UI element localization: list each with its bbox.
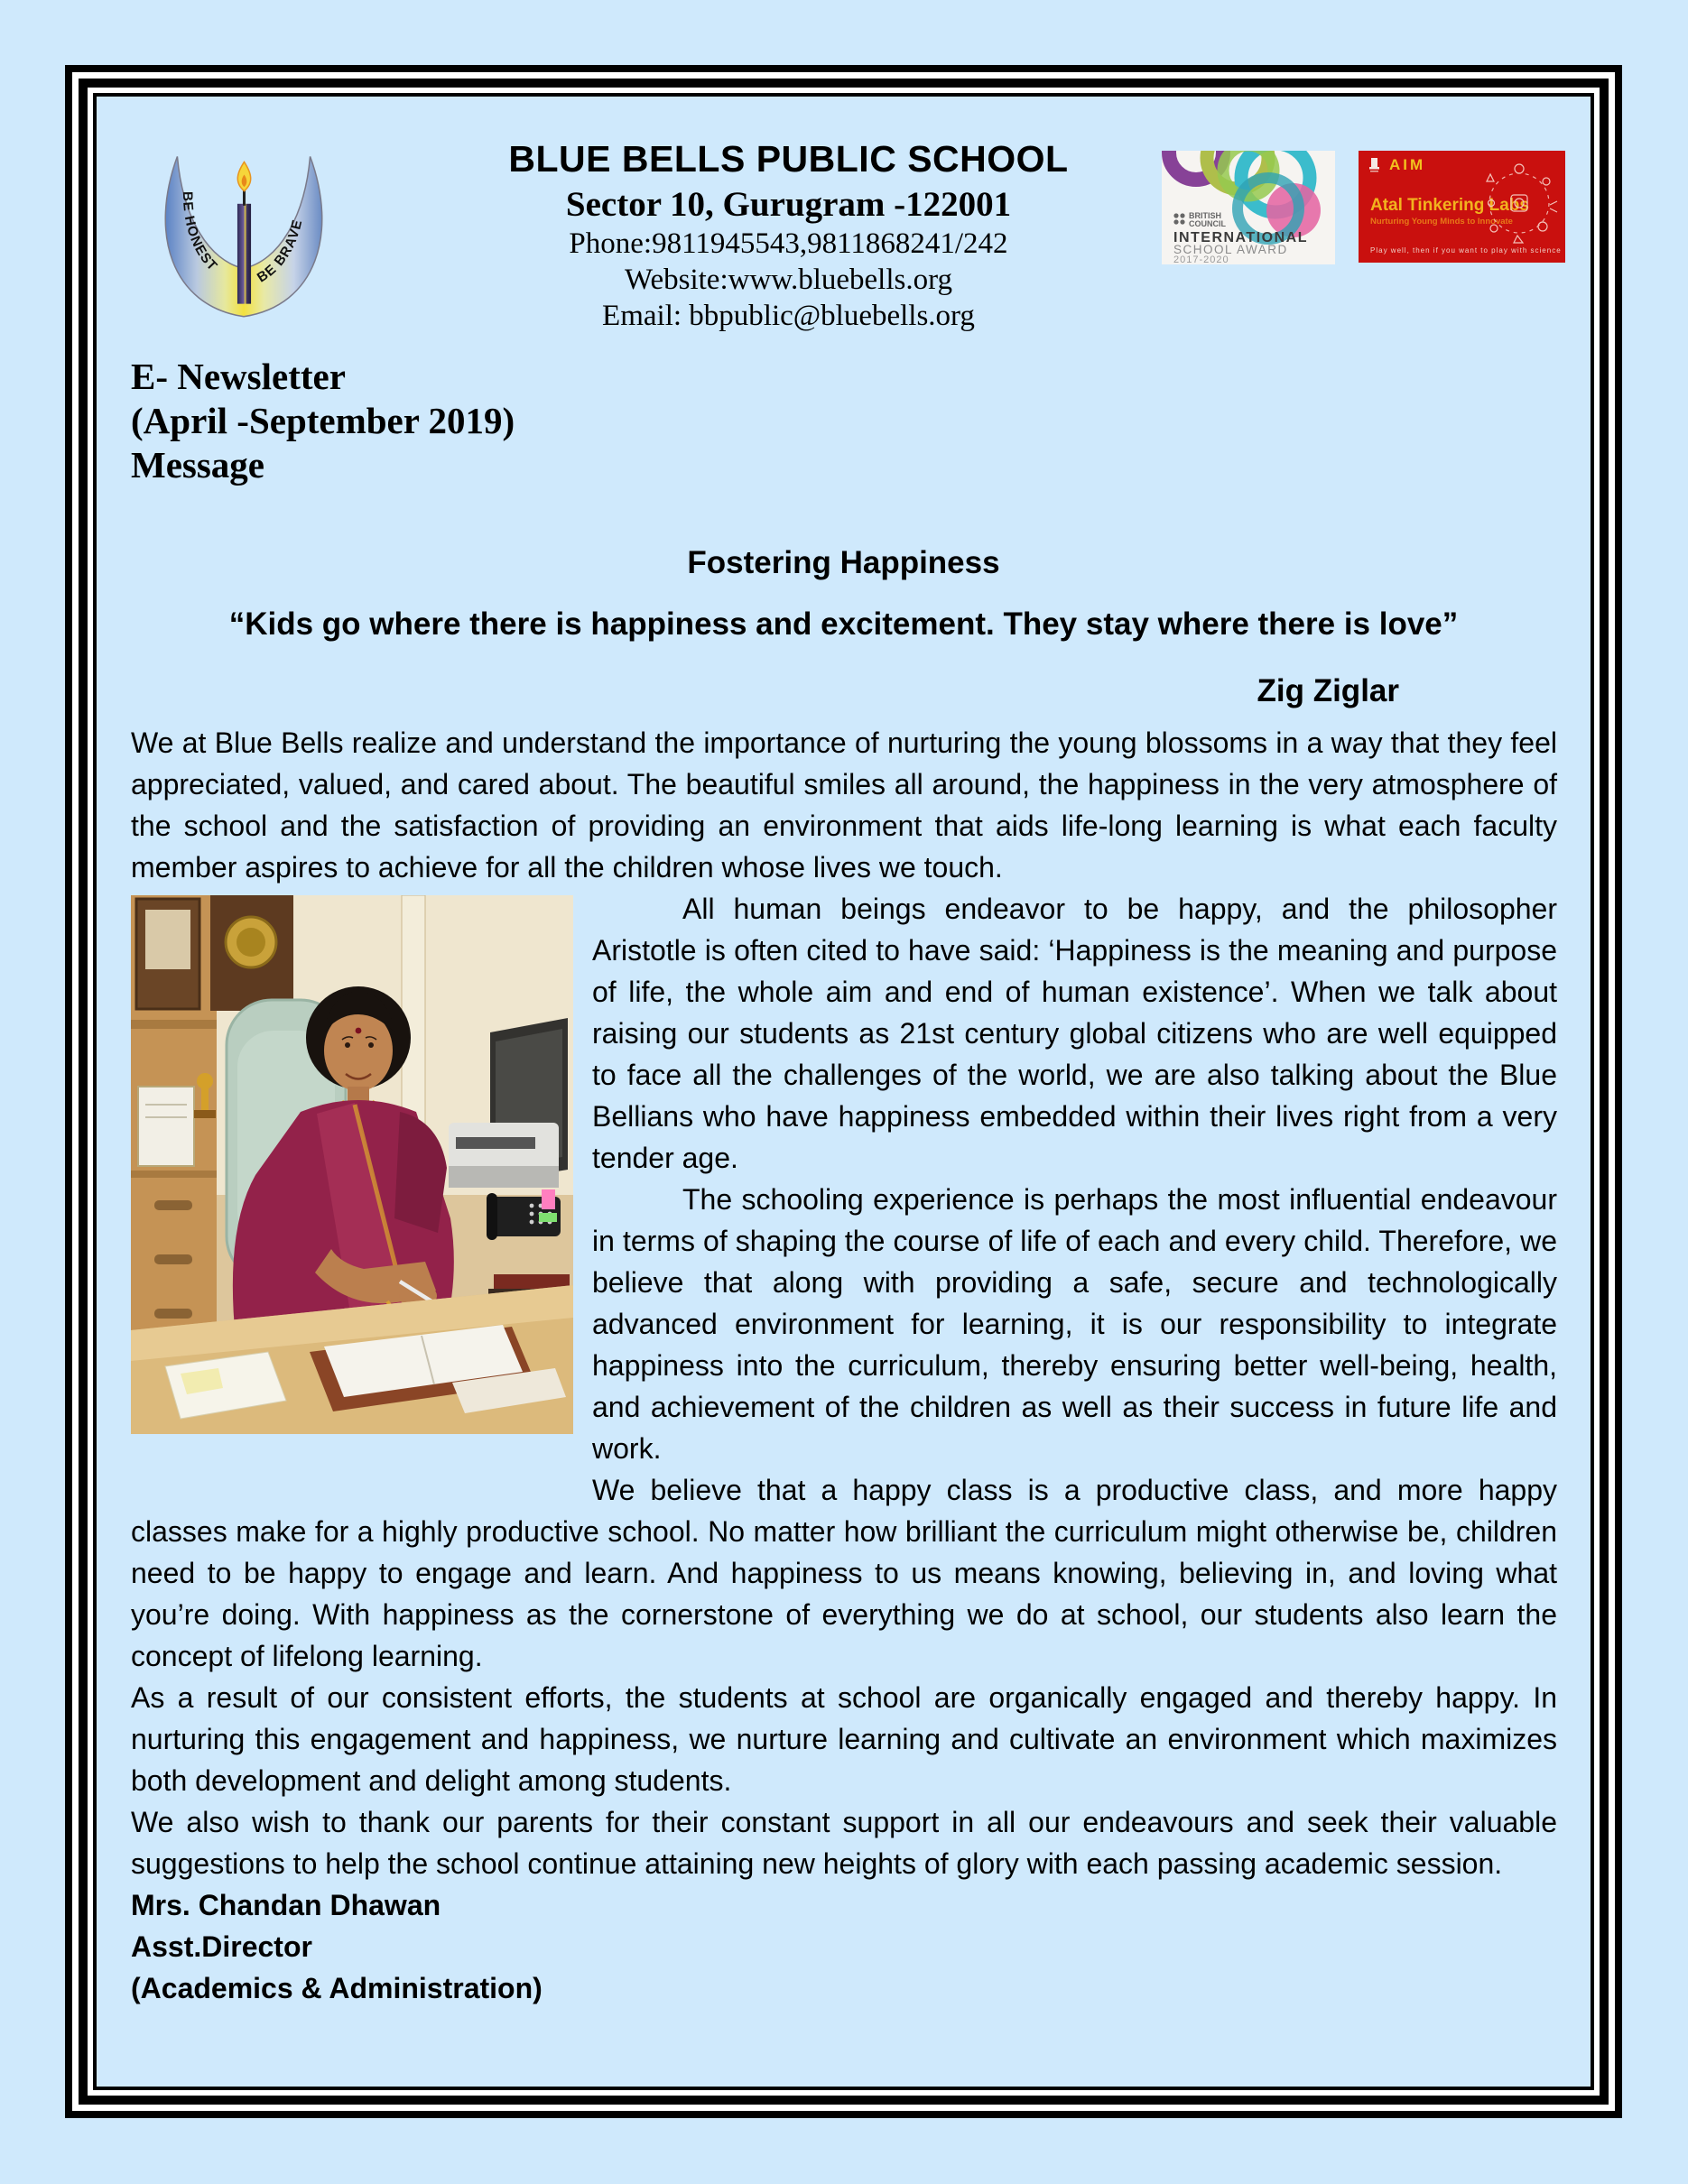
signature-dept: (Academics & Administration) [131, 1972, 543, 2004]
school-crest-icon [125, 131, 362, 322]
school-logo [125, 131, 374, 327]
newsletter-line1: E- Newsletter [131, 356, 346, 397]
school-address: Sector 10, Gurugram -122001 [565, 185, 1012, 224]
isa-org-line2: COUNCIL [1189, 219, 1226, 228]
isa-subtitle: SCHOOL AWARD [1173, 243, 1288, 256]
director-photo-illustration [131, 895, 573, 1434]
paragraph: We also wish to thank our parents for their constant support in all our endeavours and seek their valuable suggestions to help the school continue attaining new heights of glory with each passing academic session. [131, 1806, 1557, 1880]
signature-name: Mrs. Chandan Dhawan [131, 1889, 441, 1921]
aim-label: AIM [1389, 156, 1426, 173]
atal-tinkering-labs-badge [1359, 151, 1565, 263]
page-frame-middle [79, 79, 1609, 2105]
school-identity [374, 131, 1162, 333]
atl-title: Atal Tinkering Labs [1370, 196, 1529, 215]
paragraph: We at Blue Bells realize and understand the importance of nurturing the young blossoms in a way that they feel appreciated, valued, and cared about. The beautiful smiles all around, the happiness in the very atmosphere of the school and the satisfaction of providing an environment that aids life-long learning is what each faculty member aspires to achieve for all the children whose lives we touch. [131, 726, 1557, 884]
motto-right: BE BRAVE [254, 217, 306, 286]
isa-years: 2017-2020 [1173, 254, 1229, 264]
isa-title: INTERNATIONAL [1173, 230, 1308, 245]
atl-tagline: Play well, then if you want to play with science [1370, 246, 1562, 254]
paragraph: We believe that a happy class is a productive class, and more happy classes make for a highly productive school. No matter how brilliant the curriculum might otherwise be, children need to be happy to engage and learn. And happiness to us means knowing, believing in, and loving what you’re doing. With happiness as the cornerstone of everything we do at school, our students also learn the concept of lifelong learning. [131, 1474, 1557, 1672]
signature-title: Asst.Director [131, 1930, 312, 1963]
newsletter-line2: (April -September 2019) [131, 400, 515, 441]
newsletter-page [93, 93, 1594, 2090]
school-email: Email: bbpublic@bluebells.org [602, 300, 975, 332]
message-body [131, 722, 1557, 2009]
header [97, 97, 1591, 333]
atl-subtitle: Nurturing Young Minds to Innovate [1370, 217, 1513, 227]
quote-author: Zig Ziglar [1257, 673, 1399, 708]
motto-left: BE HONEST [179, 190, 221, 274]
message-quote: “Kids go where there is happiness and excitement. They stay where there is love” [228, 606, 1459, 642]
page-frame [65, 65, 1622, 2118]
school-name: BLUE BELLS PUBLIC SCHOOL [508, 138, 1069, 180]
isa-org-line1: BRITISH [1189, 211, 1221, 220]
newsletter-line3: Message [131, 444, 265, 486]
school-phone: Phone:9811945543,9811868241/242 [569, 227, 1008, 260]
international-school-award-badge [1162, 151, 1335, 264]
award-badges [1162, 151, 1565, 264]
paragraph: All human beings endeavor to be happy, and the philosopher Aristotle is often cited to have said: ‘Happiness is the meaning and purpose of life, the whole aim and end of human existence’. When we talk about raising our students as 21st century global citizens who are well equipped to face all the challenges of the world, we are also talking about the Blue Bellians who have happiness embedded within their lives right from a very tender age. [592, 893, 1557, 1174]
message-heading: Fostering Happiness [687, 545, 1000, 580]
candle-icon [237, 162, 251, 303]
paragraph: The schooling experience is perhaps the most influential endeavour in terms of shaping the course of life of each and every child. Therefore, we believe that along with providing a safe, secure and technologically advanced environment for learning, it is our responsibility to integrate happiness into the curriculum, thereby ensuring better well-being, health, and achievement of the children as well as their success in future life and work. [592, 1183, 1557, 1465]
paragraph: As a result of our consistent efforts, the students at school are organically engaged and thereby happy. In nurturing this engagement and happiness, we nurture learning and cultivate an environment which maximizes both development and delight among students. [131, 1681, 1557, 1797]
school-website: Website:www.bluebells.org [624, 264, 953, 296]
director-photo [131, 895, 573, 1434]
newsletter-title-block [131, 355, 1591, 487]
